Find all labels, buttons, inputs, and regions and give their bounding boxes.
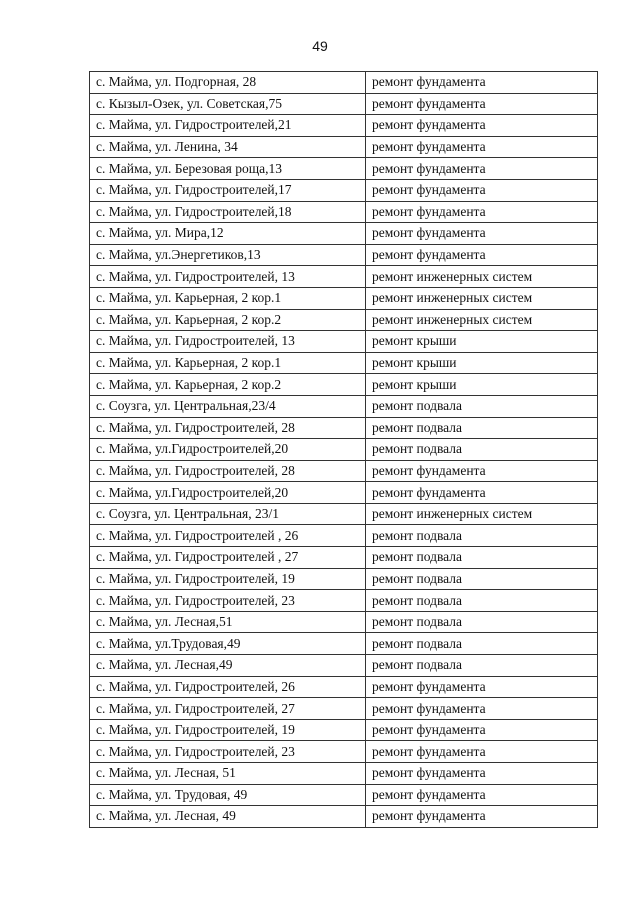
- address-cell: с. Майма, ул. Лесная,49: [90, 655, 366, 677]
- work-type-cell: ремонт подвала: [366, 439, 598, 461]
- table-row: [90, 136, 598, 158]
- table-row: [90, 287, 598, 309]
- table-row: [90, 547, 598, 569]
- address-cell: с. Майма, ул. Трудовая, 49: [90, 784, 366, 806]
- table-row: [90, 115, 598, 137]
- work-type-cell: ремонт фундамента: [366, 676, 598, 698]
- table-row: [90, 309, 598, 331]
- address-cell: с. Кызыл-Озек, ул. Советская,75: [90, 93, 366, 115]
- work-type-cell: ремонт подвала: [366, 611, 598, 633]
- address-cell: с. Майма, ул. Гидростроителей, 27: [90, 698, 366, 720]
- address-cell: с. Соузга, ул. Центральная,23/4: [90, 395, 366, 417]
- address-cell: с. Майма, ул. Гидростроителей, 26: [90, 676, 366, 698]
- table-row: [90, 352, 598, 374]
- table-row: [90, 698, 598, 720]
- address-cell: с. Соузга, ул. Центральная, 23/1: [90, 503, 366, 525]
- address-cell: с. Майма, ул. Лесная, 51: [90, 763, 366, 785]
- work-type-cell: ремонт инженерных систем: [366, 287, 598, 309]
- work-type-cell: ремонт фундамента: [366, 482, 598, 504]
- table-row: [90, 611, 598, 633]
- table-row: [90, 158, 598, 180]
- work-type-cell: ремонт подвала: [366, 547, 598, 569]
- table-row: [90, 655, 598, 677]
- work-type-cell: ремонт подвала: [366, 590, 598, 612]
- work-type-cell: ремонт подвала: [366, 417, 598, 439]
- table-row: [90, 482, 598, 504]
- address-cell: с. Майма, ул. Гидростроителей, 13: [90, 266, 366, 288]
- table-row: [90, 784, 598, 806]
- work-type-cell: ремонт инженерных систем: [366, 266, 598, 288]
- address-cell: с. Майма, ул.Энергетиков,13: [90, 244, 366, 266]
- work-type-cell: ремонт инженерных систем: [366, 503, 598, 525]
- work-type-cell: ремонт крыши: [366, 374, 598, 396]
- work-type-cell: ремонт подвала: [366, 633, 598, 655]
- work-type-cell: ремонт крыши: [366, 352, 598, 374]
- work-type-cell: ремонт фундамента: [366, 72, 598, 94]
- table-row: [90, 417, 598, 439]
- address-cell: с. Майма, ул. Гидростроителей, 23: [90, 741, 366, 763]
- table-row: [90, 201, 598, 223]
- table-row: [90, 374, 598, 396]
- address-cell: с. Майма, ул.Гидростроителей,20: [90, 439, 366, 461]
- address-cell: с. Майма, ул. Карьерная, 2 кор.2: [90, 309, 366, 331]
- table-row: [90, 806, 598, 828]
- table-row: [90, 763, 598, 785]
- work-type-cell: ремонт фундамента: [366, 763, 598, 785]
- table-row: [90, 568, 598, 590]
- table-row: [90, 590, 598, 612]
- work-type-cell: ремонт фундамента: [366, 115, 598, 137]
- table-row: [90, 72, 598, 94]
- work-type-cell: ремонт подвала: [366, 655, 598, 677]
- work-type-cell: ремонт подвала: [366, 525, 598, 547]
- address-cell: с. Майма, ул. Лесная, 49: [90, 806, 366, 828]
- work-type-cell: ремонт фундамента: [366, 698, 598, 720]
- address-cell: с. Майма, ул. Гидростроителей, 19: [90, 568, 366, 590]
- repair-table: [89, 71, 598, 828]
- table-row: [90, 503, 598, 525]
- work-type-cell: ремонт подвала: [366, 395, 598, 417]
- address-cell: с. Майма, ул. Карьерная, 2 кор.1: [90, 287, 366, 309]
- address-cell: с. Майма, ул. Карьерная, 2 кор.1: [90, 352, 366, 374]
- table-row: [90, 223, 598, 245]
- work-type-cell: ремонт инженерных систем: [366, 309, 598, 331]
- address-cell: с. Майма, ул. Карьерная, 2 кор.2: [90, 374, 366, 396]
- address-cell: с. Майма, ул. Мира,12: [90, 223, 366, 245]
- table-row: [90, 179, 598, 201]
- work-type-cell: ремонт фундамента: [366, 201, 598, 223]
- page-number: 49: [312, 38, 328, 54]
- address-cell: с. Майма, ул. Гидростроителей, 28: [90, 460, 366, 482]
- address-cell: с. Майма, ул. Березовая роща,13: [90, 158, 366, 180]
- work-type-cell: ремонт фундамента: [366, 179, 598, 201]
- address-cell: с. Майма, ул. Подгорная, 28: [90, 72, 366, 94]
- address-cell: с. Майма, ул. Лесная,51: [90, 611, 366, 633]
- work-type-cell: ремонт фундамента: [366, 158, 598, 180]
- table-body: [90, 72, 598, 828]
- address-cell: с. Майма, ул. Гидростроителей, 19: [90, 719, 366, 741]
- table-row: [90, 525, 598, 547]
- table-row: [90, 719, 598, 741]
- address-cell: с. Майма, ул. Гидростроителей,17: [90, 179, 366, 201]
- table-row: [90, 676, 598, 698]
- address-cell: с. Майма, ул. Гидростроителей,21: [90, 115, 366, 137]
- work-type-cell: ремонт фундамента: [366, 741, 598, 763]
- address-cell: с. Майма, ул. Гидростроителей , 26: [90, 525, 366, 547]
- table-row: [90, 93, 598, 115]
- work-type-cell: ремонт фундамента: [366, 244, 598, 266]
- table-row: [90, 741, 598, 763]
- address-cell: с. Майма, ул. Гидростроителей, 23: [90, 590, 366, 612]
- table-row: [90, 439, 598, 461]
- address-cell: с. Майма, ул. Ленина, 34: [90, 136, 366, 158]
- work-type-cell: ремонт фундамента: [366, 93, 598, 115]
- work-type-cell: ремонт фундамента: [366, 719, 598, 741]
- address-cell: с. Майма, ул. Гидростроителей, 28: [90, 417, 366, 439]
- address-cell: с. Майма, ул. Гидростроителей , 27: [90, 547, 366, 569]
- work-type-cell: ремонт фундамента: [366, 223, 598, 245]
- address-cell: с. Майма, ул.Гидростроителей,20: [90, 482, 366, 504]
- work-type-cell: ремонт фундамента: [366, 460, 598, 482]
- address-cell: с. Майма, ул. Гидростроителей,18: [90, 201, 366, 223]
- table-row: [90, 460, 598, 482]
- work-type-cell: ремонт фундамента: [366, 806, 598, 828]
- table-row: [90, 244, 598, 266]
- address-cell: с. Майма, ул. Гидростроителей, 13: [90, 331, 366, 353]
- address-cell: с. Майма, ул.Трудовая,49: [90, 633, 366, 655]
- work-type-cell: ремонт подвала: [366, 568, 598, 590]
- table-row: [90, 633, 598, 655]
- table-row: [90, 331, 598, 353]
- table-row: [90, 395, 598, 417]
- work-type-cell: ремонт фундамента: [366, 136, 598, 158]
- work-type-cell: ремонт фундамента: [366, 784, 598, 806]
- table-row: [90, 266, 598, 288]
- work-type-cell: ремонт крыши: [366, 331, 598, 353]
